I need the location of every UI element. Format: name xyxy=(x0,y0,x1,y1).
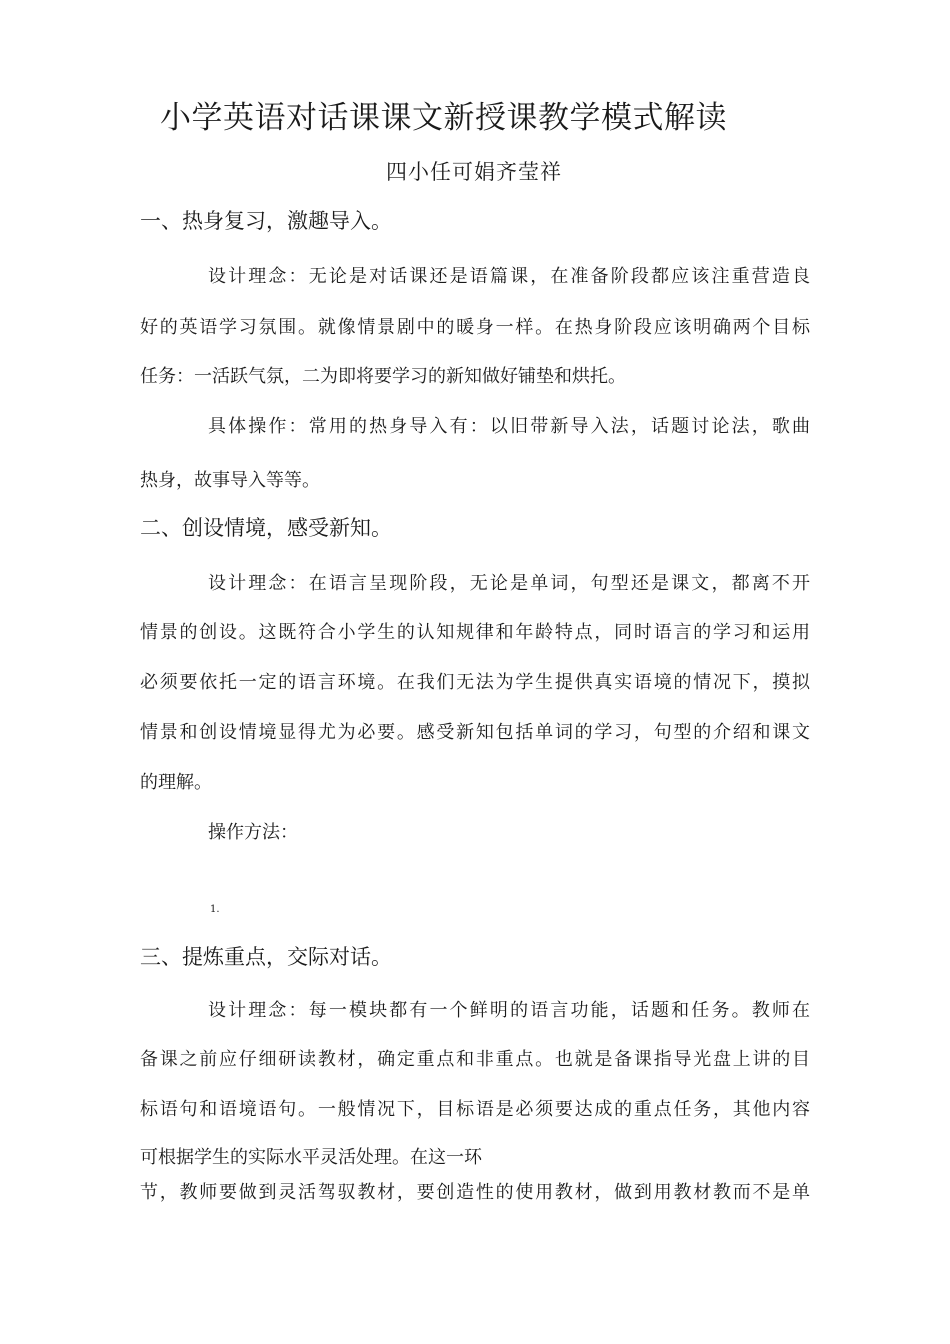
section-heading-2: 二、创设情境，感受新知。 xyxy=(140,516,392,540)
list-number: 1. xyxy=(210,904,220,915)
paragraph-line: 备课之前应仔细研读教材，确定重点和非重点。也就是备课指导光盘上讲的目 xyxy=(140,1049,810,1070)
section-heading-1: 一、热身复习，激趣导入。 xyxy=(140,209,392,233)
document-author: 四小任可娟齐莹祥 xyxy=(386,160,562,184)
paragraph-line: 节，教师要做到灵活驾驭教材，要创造性的使用教材，做到用教材教而不是单 xyxy=(140,1182,810,1203)
paragraph-line: 设计理念：无论是对话课还是语篇课，在准备阶段都应该注重营造良 xyxy=(208,266,810,287)
paragraph-line: 可根据学生的实际水平灵活处理。在这一环 xyxy=(140,1147,482,1168)
paragraph-line: 好的英语学习氛围。就像情景剧中的暖身一样。在热身阶段应该明确两个目标 xyxy=(140,317,810,338)
document-title: 小学英语对话课课文新授课教学模式解读 xyxy=(160,100,727,136)
paragraph-line: 设计理念：每一模块都有一个鲜明的语言功能，话题和任务。教师在 xyxy=(208,1000,810,1021)
paragraph-line: 必须要依托一定的语言环境。在我们无法为学生提供真实语境的情况下，摸拟 xyxy=(140,672,810,693)
paragraph-line: 设计理念：在语言呈现阶段，无论是单词，句型还是课文，都离不开 xyxy=(208,573,810,594)
paragraph-line: 具体操作：常用的热身导入有：以旧带新导入法，话题讨论法，歌曲 xyxy=(208,416,810,437)
paragraph-line: 情景的创设。这既符合小学生的认知规律和年龄特点，同时语言的学习和运用 xyxy=(140,622,810,643)
paragraph-line: 热身，故事导入等等。 xyxy=(140,470,320,491)
paragraph-line: 情景和创设情境显得尤为必要。感受新知包括单词的学习，句型的介绍和课文 xyxy=(140,722,810,743)
section-heading-3: 三、提炼重点，交际对话。 xyxy=(140,945,392,969)
paragraph-line: 的理解。 xyxy=(140,772,212,793)
paragraph-line: 操作方法： xyxy=(208,822,298,843)
paragraph-line: 标语句和语境语句。一般情况下，目标语是必须要达成的重点任务，其他内容 xyxy=(140,1099,810,1120)
paragraph-line: 任务：一活跃气氛，二为即将要学习的新知做好铺垫和烘托。 xyxy=(140,366,626,387)
